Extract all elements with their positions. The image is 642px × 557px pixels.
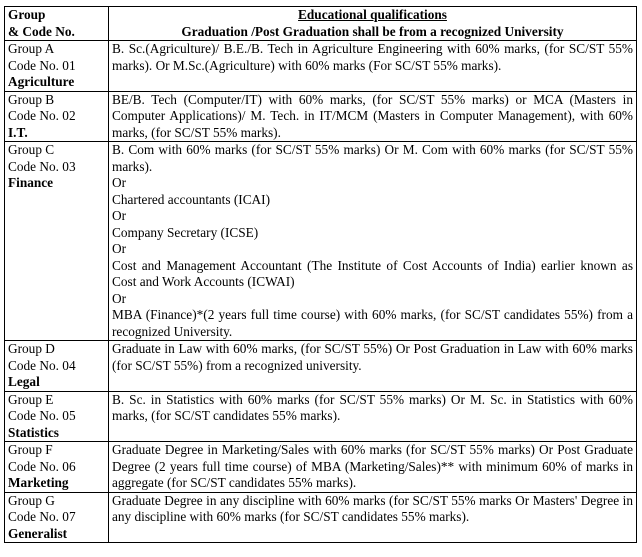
group-department: Finance [8,175,54,190]
group-name: Group F [8,442,53,457]
qualification-text: Chartered accountants (ICAI) [112,191,271,207]
group-cell [5,142,109,341]
group-header-line1: Group [8,7,46,22]
qualifications-table [4,6,637,543]
group-name: Group D [8,341,55,356]
qualification-cell [109,492,637,543]
qualification-text: Or [112,290,127,306]
group-cell [5,341,109,392]
group-cell [5,41,109,92]
group-name: Group C [8,142,55,157]
group-department: I.T. [8,124,28,140]
group-name: Group E [8,391,54,407]
qualification-text: Graduate Degree in any discipline with 60% marks (for SC/ST 55% marks Or Masters' Degree in any discipline with 60% marks (for SC/ST candidates 55% marks). [112,492,633,524]
qualification-text: Or [112,175,127,190]
table-row [5,341,637,392]
group-cell [5,391,109,442]
qualification-text: B. Com with 60% marks (for SC/ST 55% marks) Or M. Com with 60% marks (for SC/ST 55% marks). [112,142,633,174]
group-department: Generalist [8,525,68,541]
table-row [5,41,637,92]
qualification-cell [109,391,637,442]
group-code: Code No. 07 [8,509,76,524]
qualification-text: Graduate in Law with 60% marks, (for SC/ST 55%) Or Post Graduation in Law with 60% marks (for SC/ST 55%) from a recognized university. [112,341,633,373]
qualification-cell [109,341,637,392]
qualification-text: MBA (Finance)*(2 years full time course) with 60% marks, (for SC/ST candidates 55%) from a recognized University. [112,307,633,339]
group-header-line2: & Code No. [8,23,75,39]
qualification-cell [109,41,637,92]
group-code-header [5,7,109,41]
table-header-row [5,7,637,41]
qualification-cell [109,91,637,142]
group-cell [5,442,109,493]
table-row [5,142,637,341]
table-row [5,391,637,442]
qualifications-header [109,7,637,41]
qualification-text: BE/B. Tech (Computer/IT) with 60% marks, (for SC/ST 55% marks) or MCA (Masters in Computer Applications)/ M. Tech. in IT/MCM (Masters in Computer Management), with 60% marks, (for SC/ST 55% marks). [112,91,633,140]
table-row [5,442,637,493]
group-name: Group B [8,91,55,107]
group-department: Agriculture [8,74,75,89]
group-code: Code No. 05 [8,408,76,423]
qualifications-header-subtitle: Graduation /Post Graduation shall be from a recognized University [181,23,564,39]
group-cell [5,91,109,142]
qualification-text: Graduate Degree in Marketing/Sales with 60% marks (for SC/ST 55% marks) Or Post Graduate Degree (2 years full time course) of MBA (Marketing/Sales)** with minimum 60% of marks in aggregate (for SC/ST candidates 55% marks). [112,442,633,490]
group-department: Marketing [8,475,69,490]
table-row [5,91,637,142]
qualification-text: B. Sc.(Agriculture)/ B.E./B. Tech in Agriculture Engineering with 60% marks, (for SC/ST 55% marks). Or M.Sc.(Agriculture) with 60% marks (For SC/ST 55% marks). [112,41,633,73]
group-name: Group G [8,492,55,508]
group-department: Statistics [8,424,59,440]
group-code: Code No. 02 [8,108,76,123]
qualification-text: B. Sc. in Statistics with 60% marks (for SC/ST 55% marks) Or M. Sc. in Statistics with 60% marks, (for SC/ST candidates 55% marks). [112,391,633,423]
qualifications-header-title: Educational qualifications [298,7,447,22]
qualification-cell [109,142,637,341]
qualification-text: Cost and Management Accountant (The Institute of Cost Accounts of India) earlier known as Cost and Work Accounts (ICWAI) [112,257,633,289]
group-cell [5,492,109,543]
group-code: Code No. 01 [8,57,76,73]
group-department: Legal [8,374,40,389]
group-name: Group A [8,41,55,56]
group-code: Code No. 06 [8,458,76,474]
group-code: Code No. 03 [8,158,76,174]
group-code: Code No. 04 [8,357,76,373]
qualification-text: Or [112,208,127,223]
qualification-cell [109,442,637,493]
qualification-text: Or [112,241,127,256]
qualification-text: Company Secretary (ICSE) [112,224,259,240]
table-row [5,492,637,543]
